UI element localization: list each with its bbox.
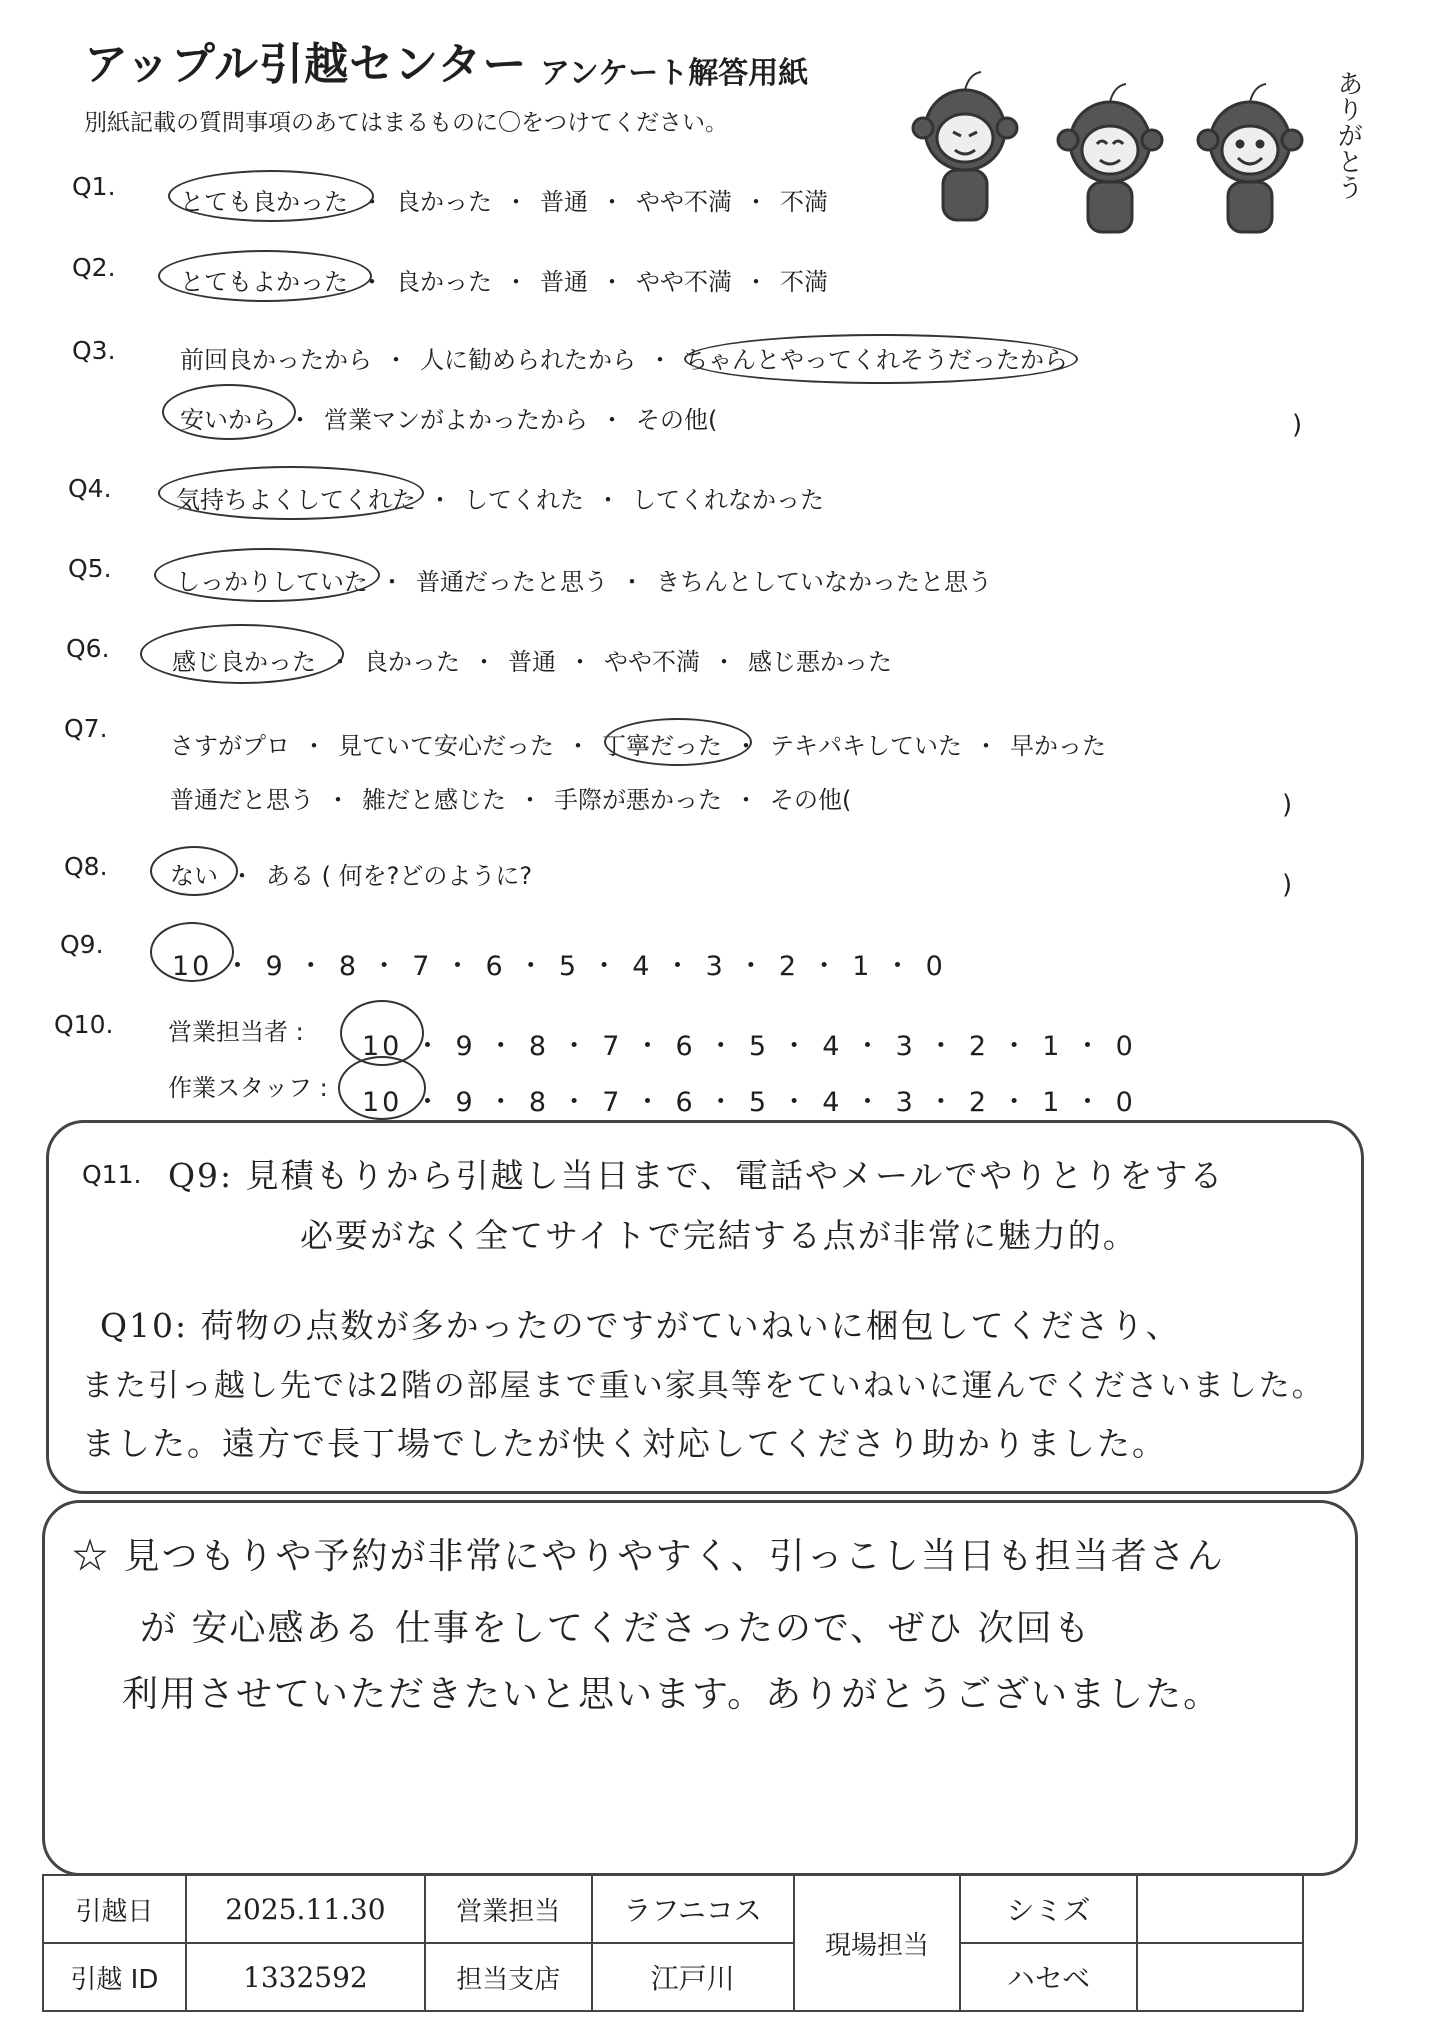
question-label: Q2.	[72, 253, 116, 282]
option[interactable]: さすがプロ	[170, 732, 290, 760]
empty-cell	[1137, 1875, 1303, 1943]
handwritten-line: が 安心感ある 仕事をしてくださったので、ぜひ 次回も	[140, 1608, 1092, 1649]
option[interactable]: きちんとしていなかったと思う	[656, 568, 992, 596]
sales-value: ラフニコス	[592, 1875, 794, 1943]
option[interactable]: 良かった	[396, 268, 492, 296]
q5-options: しっかりしていた ・ 普通だったと思う ・ きちんとしていなかったと思う	[176, 568, 992, 596]
option[interactable]: しっかりしていた	[176, 568, 368, 596]
handwritten-line: また引っ越し先では2階の部屋まで重い家具等をていねいに運んでくださいました。	[82, 1368, 1325, 1404]
option[interactable]: テキパキしていた	[770, 732, 962, 760]
handwritten-line: 利用させていただきたいと思います。ありがとうございました。	[122, 1674, 1222, 1715]
thanks-text: ありがとう	[1333, 70, 1363, 200]
move-date-label: 引越日	[43, 1875, 186, 1943]
q8-options: ない ・ ある ( 何を?どのように?	[170, 862, 533, 890]
option[interactable]: 安いから	[180, 406, 276, 434]
q6-options: 感じ良かった ・ 良かった ・ 普通 ・ やや不満 ・ 感じ悪かった	[172, 648, 892, 676]
option[interactable]: 不満	[780, 188, 828, 216]
form-title: アンケート解答用紙	[540, 56, 809, 91]
q7-options-line2: 普通だと思う ・ 雑だと感じた ・ 手際が悪かった ・ その他(	[170, 786, 852, 814]
question-label: Q10.	[54, 1010, 114, 1039]
move-date-value: 2025.11.30	[186, 1875, 425, 1943]
move-id-label: 引越 ID	[43, 1943, 186, 2011]
handwritten-line: ☆ 見つもりや予約が非常にやりやすく、引っこし当日も担当者さん	[72, 1536, 1225, 1577]
option[interactable]: その他(	[636, 406, 718, 434]
option[interactable]: してくれた	[464, 486, 584, 514]
option[interactable]: してくれなかった	[632, 486, 824, 514]
option[interactable]: 手際が悪かった	[554, 786, 722, 814]
move-id-value: 1332592	[186, 1943, 425, 2011]
branch-label: 担当支店	[425, 1943, 592, 2011]
option[interactable]: 早かった	[1010, 732, 1106, 760]
question-label: Q6.	[66, 634, 110, 663]
paren-close: )	[1282, 870, 1293, 900]
option[interactable]: とても良かった	[180, 188, 348, 216]
q10-sales-scale[interactable]: 10 ・ 9 ・ 8 ・ 7 ・ 6 ・ 5 ・ 4 ・ 3 ・ 2 ・ 1 ・ 0	[362, 1031, 1136, 1062]
option[interactable]: 良かった	[396, 188, 492, 216]
sales-label: 営業担当	[425, 1875, 592, 1943]
option[interactable]: 普通	[540, 188, 588, 216]
option[interactable]: 普通	[508, 648, 556, 676]
question-label: Q7.	[64, 714, 108, 743]
option[interactable]: ない	[170, 862, 218, 890]
handwritten-line: Q9: 見積もりから引越し当日まで、電話やメールでやりとりをする	[168, 1156, 1225, 1195]
option[interactable]: やや不満	[636, 188, 732, 216]
q7-options-line1: さすがプロ ・ 見ていて安心だった ・ 丁寧だった ・ テキパキしていた ・ 早かった	[170, 732, 1106, 760]
q10-staff-scale[interactable]: 10 ・ 9 ・ 8 ・ 7 ・ 6 ・ 5 ・ 4 ・ 3 ・ 2 ・ 1 ・ 0	[362, 1087, 1136, 1118]
question-label: Q4.	[68, 474, 112, 503]
option[interactable]: 良かった	[364, 648, 460, 676]
monkey-icon	[1198, 84, 1302, 232]
branch-value: 江戸川	[592, 1943, 794, 2011]
site-staff-value-2: ハセベ	[960, 1943, 1136, 2011]
question-label: Q9.	[60, 930, 104, 959]
site-staff-value-1: シミズ	[960, 1875, 1136, 1943]
q10-staff-label: 作業スタッフ :	[168, 1074, 328, 1102]
q1-options: とても良かった ・ 良かった ・ 普通 ・ やや不満 ・ 不満	[180, 188, 828, 216]
option[interactable]: 普通だったと思う	[416, 568, 608, 596]
option[interactable]: 普通だと思う	[170, 786, 314, 814]
question-label: Q8.	[64, 852, 108, 881]
option[interactable]: やや不満	[636, 268, 732, 296]
staff-info-table	[42, 1874, 1304, 2012]
q2-options: とてもよかった ・ 良かった ・ 普通 ・ やや不満 ・ 不満	[180, 268, 828, 296]
option[interactable]: やや不満	[604, 648, 700, 676]
question-label: Q5.	[68, 554, 112, 583]
q4-options: 気持ちよくしてくれた ・ してくれた ・ してくれなかった	[176, 486, 824, 514]
question-label: Q1.	[72, 172, 116, 201]
paren-close: )	[1282, 790, 1293, 820]
option[interactable]: とてもよかった	[180, 268, 348, 296]
q3-options-line1: 前回良かったから ・ 人に勧められたから ・ ちゃんとやってくれそうだったから	[180, 346, 1068, 374]
option[interactable]: 雑だと感じた	[362, 786, 506, 814]
option[interactable]: ある ( 何を?どのように?	[266, 862, 533, 890]
option[interactable]: その他(	[770, 786, 852, 814]
monkey-icon	[913, 72, 1017, 220]
paren-close: )	[1292, 410, 1303, 440]
mascot-illustration	[905, 60, 1325, 240]
site-staff-label: 現場担当	[794, 1875, 961, 2011]
q9-scale[interactable]: 10 ・ 9 ・ 8 ・ 7 ・ 6 ・ 5 ・ 4 ・ 3 ・ 2 ・ 1 ・ 0	[172, 951, 946, 982]
option[interactable]: 気持ちよくしてくれた	[176, 486, 416, 514]
q3-options-line2: 安いから ・ 営業マンがよかったから ・ その他(	[180, 406, 718, 434]
handwritten-line: ました。遠方で長丁場でしたが快く対応してくださり助かりました。	[82, 1424, 1167, 1463]
option[interactable]: ちゃんとやってくれそうだったから	[684, 346, 1068, 374]
empty-cell	[1137, 1943, 1303, 2011]
option[interactable]: 不満	[780, 268, 828, 296]
option[interactable]: 感じ良かった	[172, 648, 316, 676]
handwritten-line: 必要がなく全てサイトで完結する点が非常に魅力的。	[300, 1216, 1138, 1255]
company-name: アップル引越センター	[84, 39, 528, 90]
option[interactable]: 感じ悪かった	[748, 648, 892, 676]
option[interactable]: 丁寧だった	[602, 732, 722, 760]
option[interactable]: 普通	[540, 268, 588, 296]
question-label: Q11.	[82, 1160, 142, 1189]
option[interactable]: 営業マンがよかったから	[324, 406, 588, 434]
q10-sales-label: 営業担当者 :	[168, 1018, 304, 1046]
handwritten-line: Q10: 荷物の点数が多かったのですがていねいに梱包してくださり、	[100, 1306, 1181, 1345]
question-label: Q3.	[72, 336, 116, 365]
monkey-icon	[1058, 84, 1162, 232]
option[interactable]: 見ていて安心だった	[338, 732, 554, 760]
instruction-text: 別紙記載の質問事項のあてはまるものに〇をつけてください。	[84, 110, 728, 136]
option[interactable]: 人に勧められたから	[420, 346, 636, 374]
option[interactable]: 前回良かったから	[180, 346, 372, 374]
